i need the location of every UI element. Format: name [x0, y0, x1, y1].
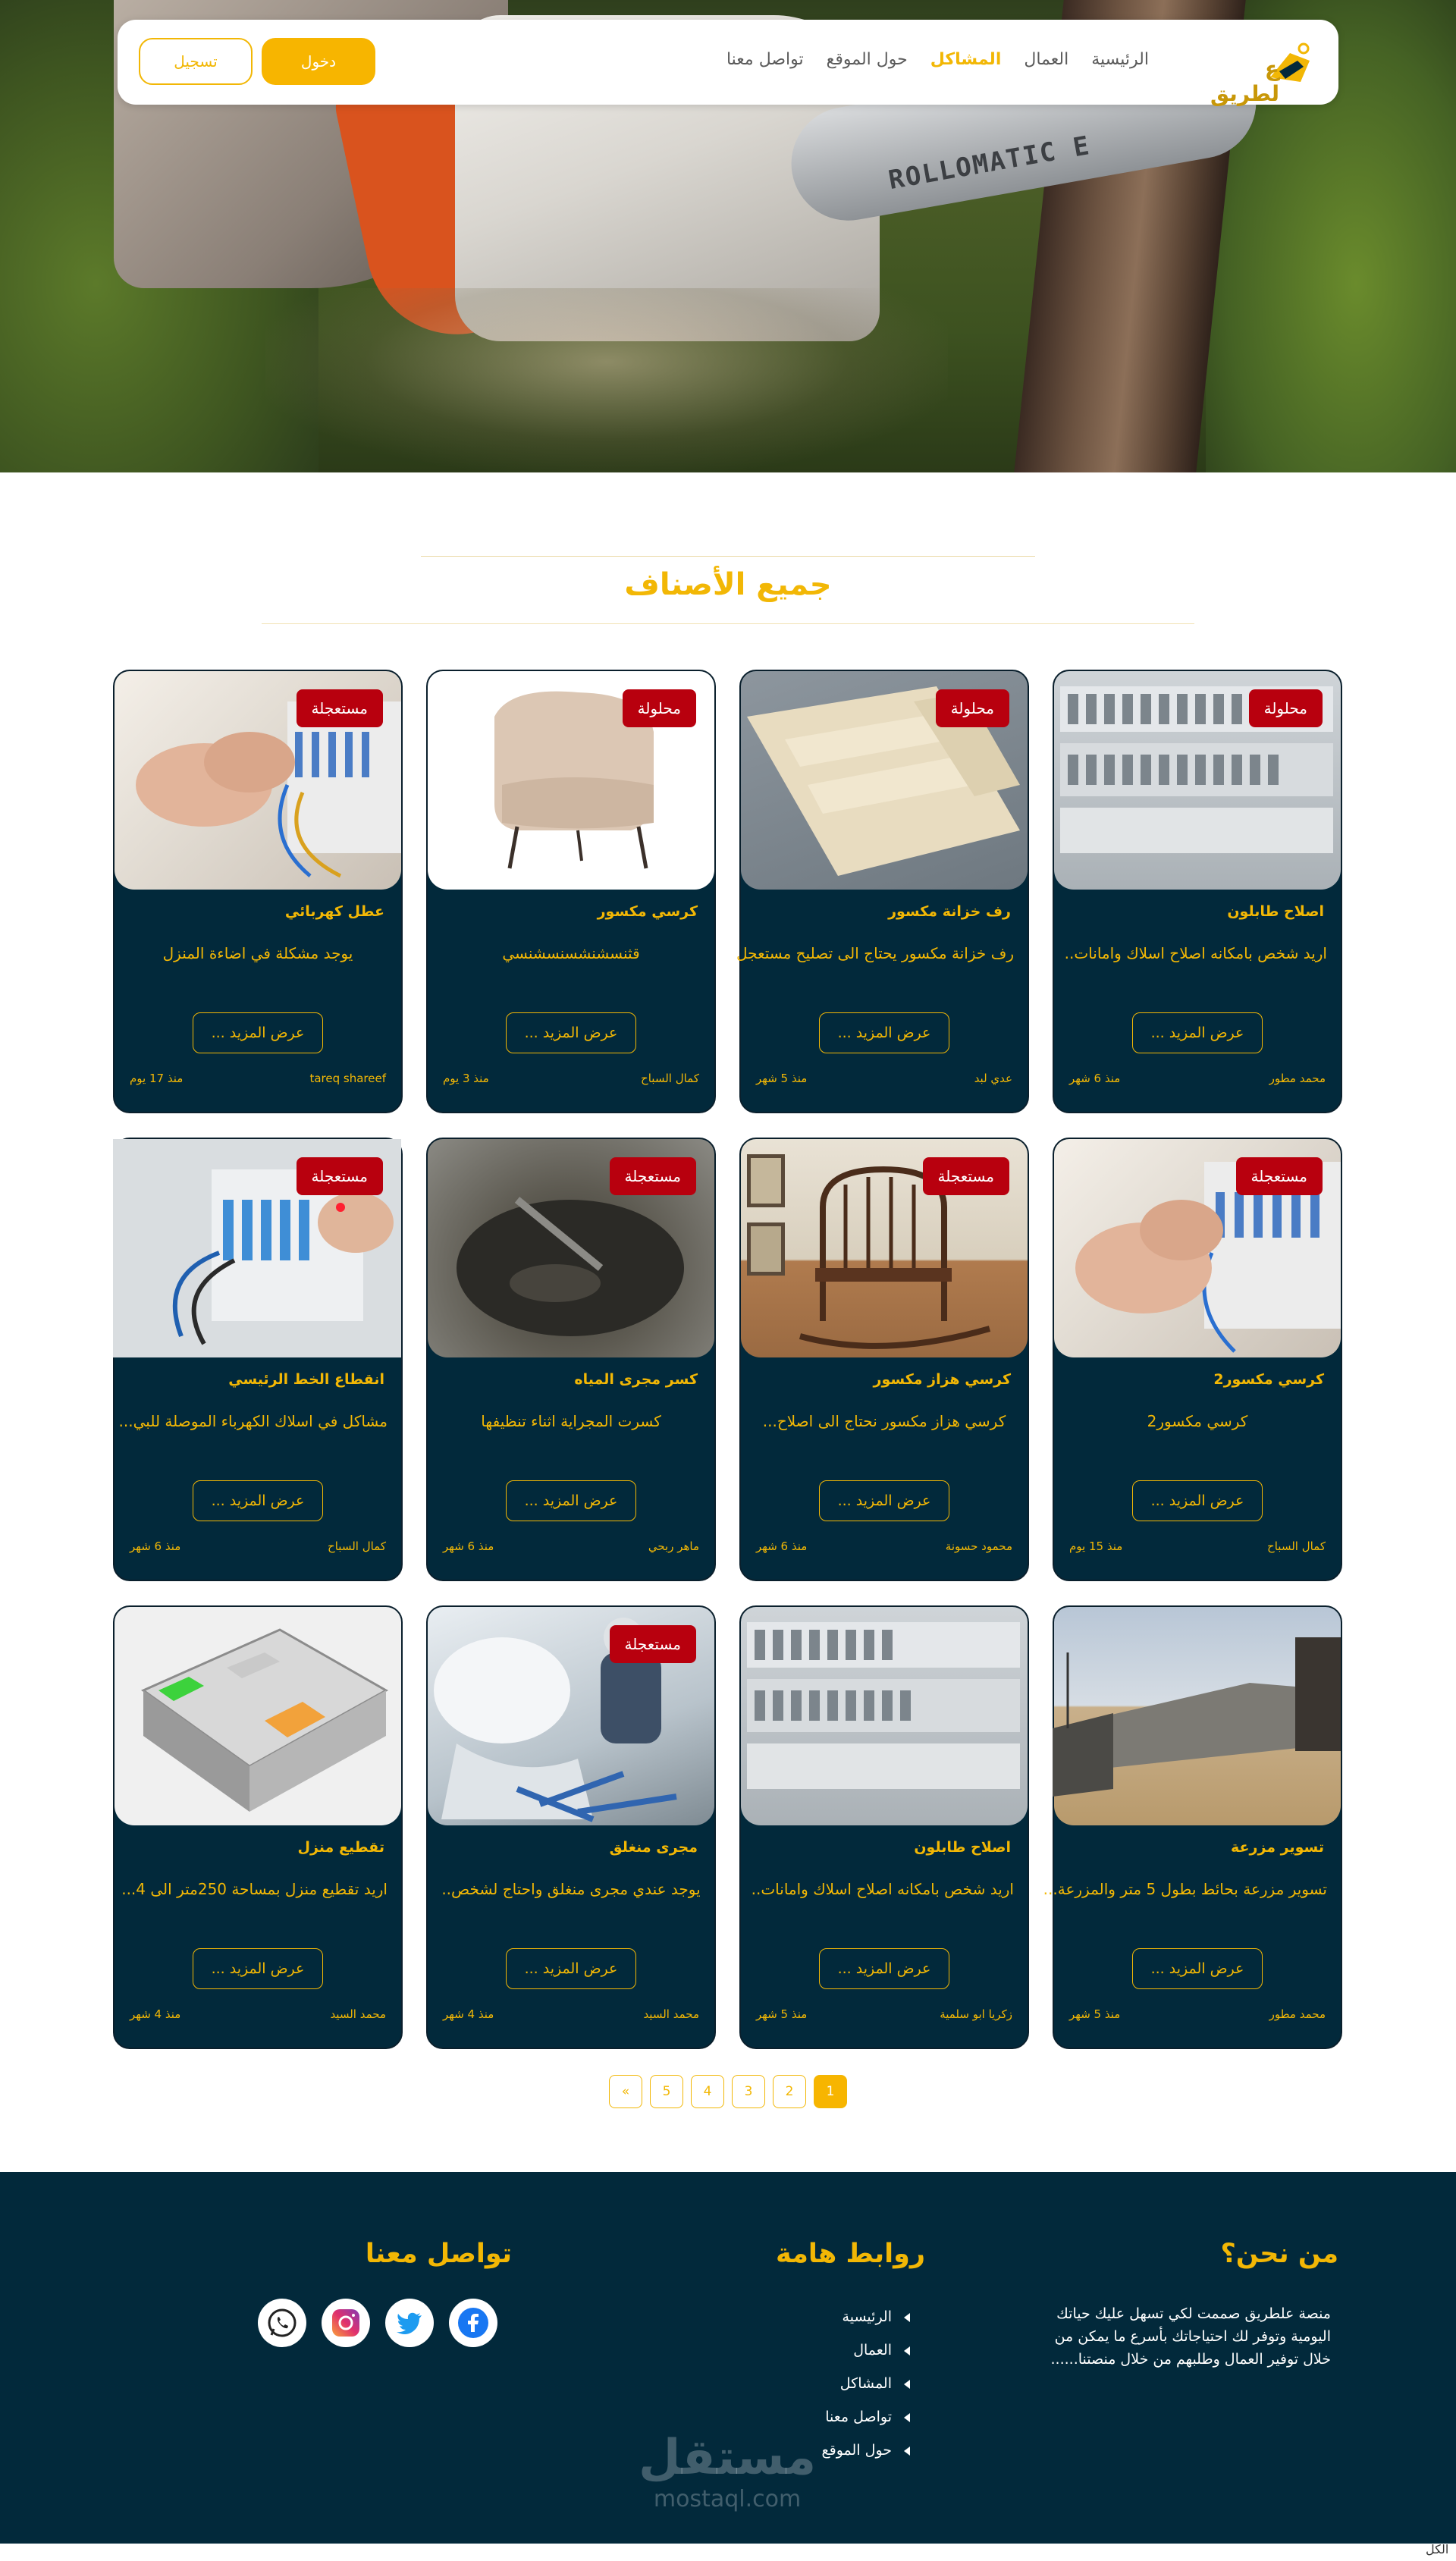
nav-link-problems[interactable]: المشاكل: [930, 50, 1002, 69]
nav-link-about[interactable]: حول الموقع: [826, 50, 908, 69]
card-title: تسوير مزرعة: [1231, 1839, 1324, 1856]
register-button[interactable]: تسجيل: [139, 38, 253, 85]
read-more-button[interactable]: عرض المزيد ...: [1132, 1948, 1263, 1989]
page-button-1[interactable]: 1: [814, 2075, 847, 2108]
footer-link-problems[interactable]: المشاكل: [822, 2375, 910, 2392]
problem-card[interactable]: [1053, 1138, 1342, 1581]
problem-card[interactable]: [1043, 1605, 1342, 2049]
watermark-latin: mostaql.com: [653, 2486, 802, 2512]
card-description: كرسي هزاز مكسور نحتاج الى اصلاح...: [762, 1412, 1006, 1430]
navbar: [118, 20, 1338, 105]
read-more-button[interactable]: عرض المزيد ...: [193, 1012, 323, 1053]
page-button-3[interactable]: 3: [732, 2075, 765, 2108]
card-author: محمد السيد: [330, 2007, 386, 2021]
card-description: اريد شخص بامكانه اصلاح اسلاك وامانات..: [1064, 944, 1327, 962]
caret-left-icon: [904, 2380, 910, 2389]
page-button-4[interactable]: 4: [691, 2075, 724, 2108]
title-divider-top: [421, 556, 1035, 557]
whatsapp-icon[interactable]: [258, 2299, 306, 2347]
card-title: عطل كهربائي: [284, 903, 384, 920]
title-divider-bottom: [262, 623, 1194, 624]
problem-card[interactable]: [113, 1605, 403, 2049]
card-author: محمد مطور: [1269, 2007, 1326, 2021]
read-more-button[interactable]: عرض المزيد ...: [506, 1948, 636, 1989]
read-more-button[interactable]: عرض المزيد ...: [819, 1948, 949, 1989]
footer-link-about[interactable]: حول الموقع: [822, 2442, 910, 2459]
card-time: منذ 4 شهر: [130, 2007, 181, 2021]
read-more-button[interactable]: عرض المزيد ...: [506, 1480, 636, 1521]
nav-link-home[interactable]: الرئيسية: [1091, 50, 1149, 69]
status-badge: محلولة: [1249, 689, 1323, 727]
card-author: عدي لبد: [974, 1072, 1012, 1085]
pagination: [0, 2075, 1456, 2108]
caret-left-icon: [904, 2413, 910, 2422]
card-title: كرسي مكسور: [597, 903, 698, 920]
problem-card[interactable]: [426, 670, 716, 1113]
card-description: اريد تقطيع منزل بمساحة 250متر الى 4...: [121, 1880, 388, 1898]
status-badge: محلولة: [623, 689, 696, 727]
caret-left-icon: [904, 2346, 910, 2355]
status-badge: مستعجلة: [610, 1157, 697, 1195]
card-author: tareq shareef: [309, 1072, 386, 1085]
card-title: كرسي مكسور2: [1213, 1371, 1324, 1388]
card-time: منذ 17 يوم: [130, 1072, 184, 1085]
status-badge: مستعجلة: [923, 1157, 1010, 1195]
twitter-icon[interactable]: [385, 2299, 434, 2347]
card-time: منذ 3 يوم: [443, 1072, 489, 1085]
card-title: كرسي هزاز مكسور: [873, 1371, 1011, 1388]
footer-contact-title: تواصل معنا: [365, 2239, 512, 2269]
card-time: منذ 6 شهر: [1069, 1072, 1121, 1085]
card-image: [741, 1607, 1028, 1825]
logo-text: ع لطريق: [1210, 56, 1279, 106]
problem-card[interactable]: [736, 670, 1029, 1113]
watermark: [639, 2430, 816, 2512]
read-more-button[interactable]: عرض المزيد ...: [819, 1480, 949, 1521]
card-time: منذ 6 شهر: [443, 1539, 494, 1553]
hero-bar-text: ROLLOMATIC E: [886, 130, 1094, 196]
bottom-note: الكل: [1426, 2542, 1449, 2556]
card-description: رف خزانة مكسور يحتاج الى تصليح مستعجل: [736, 944, 1014, 962]
problem-card[interactable]: [113, 670, 403, 1113]
read-more-button[interactable]: عرض المزيد ...: [193, 1948, 323, 1989]
footer-link-home[interactable]: الرئيسية: [822, 2308, 910, 2325]
status-badge: مستعجلة: [1236, 1157, 1323, 1195]
read-more-button[interactable]: عرض المزيد ...: [1132, 1480, 1263, 1521]
read-more-button[interactable]: عرض المزيد ...: [506, 1012, 636, 1053]
footer: [0, 2172, 1456, 2544]
nav-link-contact[interactable]: تواصل معنا: [726, 50, 804, 69]
card-description: كرسي مكسور2: [1147, 1412, 1248, 1430]
caret-left-icon: [904, 2446, 910, 2456]
card-time: منذ 5 شهر: [756, 2007, 808, 2021]
card-author: محمود حسونة: [945, 1539, 1012, 1553]
card-description: كسرت المجراية اثناء تنظيفها: [481, 1412, 661, 1430]
card-title: رف خزانة مكسور: [888, 903, 1011, 920]
problem-card[interactable]: [739, 1605, 1029, 2049]
card-description: مشاكل في اسلاك الكهرباء الموصلة للبي...: [118, 1412, 388, 1430]
social-links: [258, 2299, 497, 2347]
footer-about-title: من نحن؟: [1220, 2239, 1338, 2269]
read-more-button[interactable]: عرض المزيد ...: [193, 1480, 323, 1521]
card-time: منذ 5 شهر: [756, 1072, 808, 1085]
card-author: كمال السباح: [641, 1072, 699, 1085]
card-author: كمال السباح: [1267, 1539, 1326, 1553]
problem-card[interactable]: [426, 1605, 716, 2049]
card-title: تقطيع منزل: [297, 1839, 384, 1856]
status-badge: مستعجلة: [610, 1625, 697, 1663]
facebook-icon[interactable]: [449, 2299, 497, 2347]
card-time: منذ 6 شهر: [756, 1539, 808, 1553]
card-title: كسر مجرى المياه: [574, 1371, 698, 1388]
footer-links: [822, 2308, 910, 2475]
card-author: زكريا ابو سلمية: [940, 2007, 1012, 2021]
page-button-2[interactable]: 2: [773, 2075, 806, 2108]
problem-card[interactable]: [739, 1138, 1029, 1581]
footer-link-workers[interactable]: العمال: [822, 2342, 910, 2359]
card-description: اريد شخص بامكانه اصلاح اسلاك وامانات..: [751, 1880, 1014, 1898]
card-description: تسوير مزرعة بحائط بطول 5 متر والمزرعة...: [1043, 1880, 1327, 1898]
problem-card[interactable]: [113, 1138, 403, 1581]
login-button[interactable]: دخول: [262, 38, 375, 85]
page-button-5[interactable]: 5: [650, 2075, 683, 2108]
problem-card[interactable]: [426, 1138, 716, 1581]
card-time: منذ 4 شهر: [443, 2007, 494, 2021]
watermark-arabic: مستقل: [639, 2430, 817, 2486]
page-next-button[interactable]: »: [609, 2075, 642, 2108]
footer-about-text: منصة علطريق صممت لكي تسهل عليك حياتك اليومية وتوفر لك احتياجاتك بأسرع ما يمكن من خلال توفير العمال وطلبهم من خلال منصتنا......: [1050, 2305, 1331, 2368]
card-time: منذ 6 شهر: [130, 1539, 181, 1553]
card-title: اصلاح طابلون: [1227, 903, 1324, 920]
card-time: منذ 15 يوم: [1069, 1539, 1123, 1553]
nav-link-workers[interactable]: العمال: [1024, 50, 1069, 69]
footer-link-contact[interactable]: تواصل معنا: [822, 2409, 910, 2425]
read-more-button[interactable]: عرض المزيد ...: [819, 1012, 949, 1053]
footer-links-title: روابط هامة: [775, 2239, 925, 2269]
instagram-icon[interactable]: [322, 2299, 370, 2347]
card-author: ماهر ربحي: [648, 1539, 699, 1553]
card-image: [115, 1607, 401, 1825]
card-author: محمد السيد: [643, 2007, 699, 2021]
card-image: [1054, 1607, 1341, 1825]
card-title: اصلاح طابلون: [914, 1839, 1011, 1856]
main-nav: [726, 50, 1149, 69]
card-author: محمد مطور: [1269, 1072, 1326, 1085]
card-description: قثنسشنشسنسشنسي: [502, 944, 640, 962]
problem-card[interactable]: [1053, 670, 1342, 1113]
card-description: يوجد عندي مجرى منغلق واحتاج لشخص..: [441, 1880, 701, 1898]
card-time: منذ 5 شهر: [1069, 2007, 1121, 2021]
site-logo[interactable]: [1202, 33, 1316, 106]
status-badge: محلولة: [936, 689, 1009, 727]
status-badge: مستعجلة: [297, 689, 384, 727]
read-more-button[interactable]: عرض المزيد ...: [1132, 1012, 1263, 1053]
card-author: كمال السباح: [328, 1539, 386, 1553]
card-description: يوجد مشكلة في اضاءة المنزل: [162, 944, 353, 962]
card-title: انقطاع الخط الرئيسي: [228, 1371, 384, 1388]
section-title: جميع الأصناف: [624, 567, 832, 602]
status-badge: مستعجلة: [297, 1157, 384, 1195]
caret-left-icon: [904, 2313, 910, 2322]
card-title: مجرى منغلق: [609, 1839, 698, 1856]
